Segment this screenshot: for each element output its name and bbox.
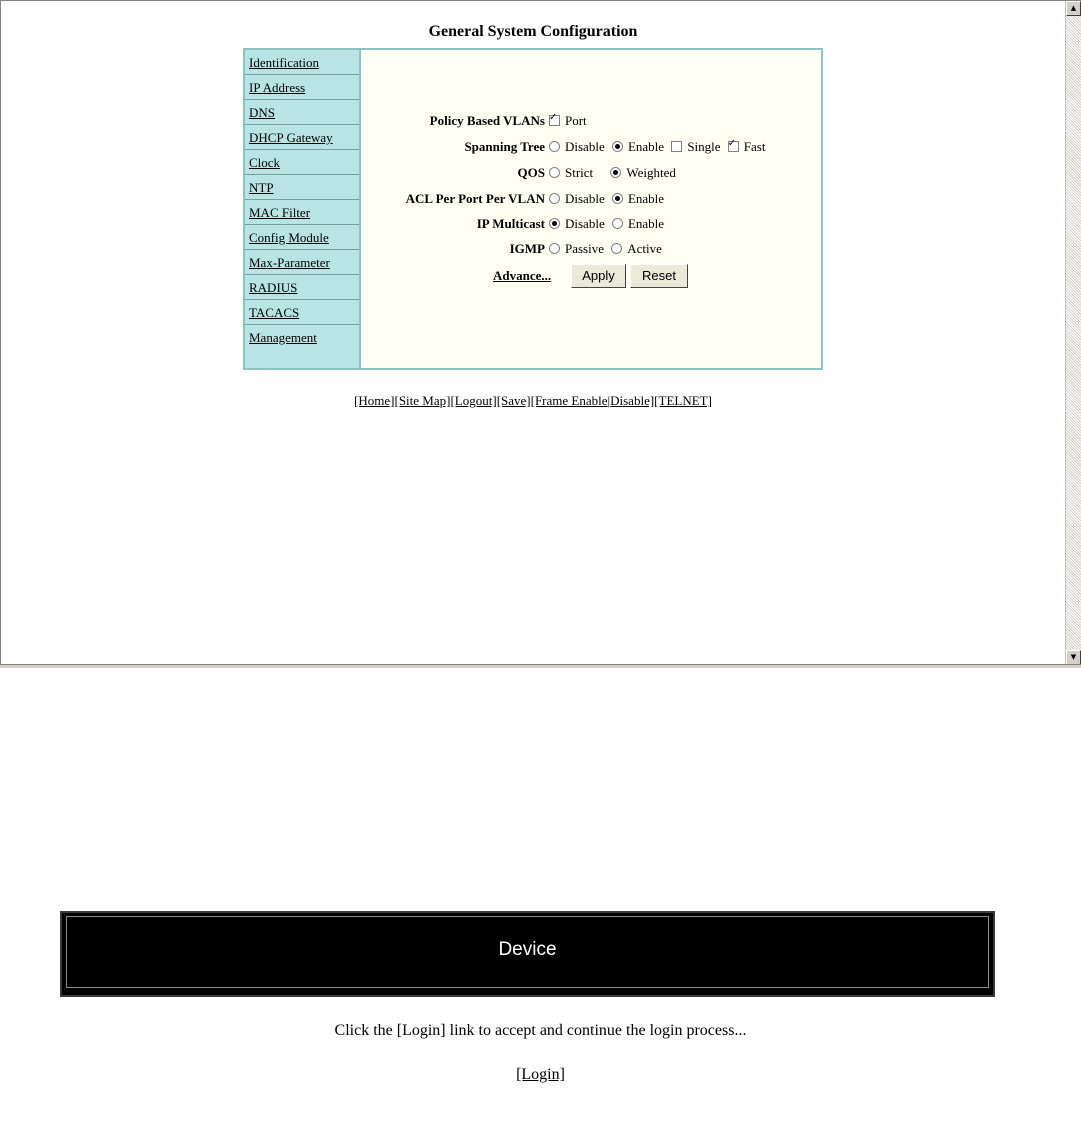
igmp-passive-radio[interactable]	[549, 243, 560, 254]
reset-button[interactable]: Reset	[630, 264, 688, 288]
acl-disable-radio[interactable]	[549, 193, 560, 204]
footer-nav	[1, 393, 1065, 409]
qos-strict-label: Strict	[565, 165, 594, 180]
qos-weighted-radio[interactable]	[610, 167, 621, 178]
spanning-tree-fast-label: Fast	[743, 139, 766, 154]
menu-item-max-parameter[interactable]: Max-Parameter	[245, 250, 359, 275]
menu-item-radius[interactable]: RADIUS	[245, 275, 359, 300]
apply-button[interactable]: Apply	[571, 264, 626, 288]
spanning-tree-single-label: Single	[687, 139, 721, 154]
frame-enable-link[interactable]: [Frame Enable	[530, 393, 608, 408]
spanning-tree-disable-radio[interactable]	[549, 141, 560, 152]
ip-multicast-enable-radio[interactable]	[612, 218, 623, 229]
menu-item-ntp[interactable]: NTP	[245, 175, 359, 200]
qos-row	[361, 162, 821, 184]
policy-vlans-label: Policy Based VLANs	[429, 113, 545, 128]
acl-row	[361, 188, 821, 210]
login-message: Click the [Login] link to accept and continue the login process...	[334, 1022, 747, 1039]
save-link[interactable]: [Save]	[496, 393, 531, 408]
device-banner	[60, 911, 995, 997]
config-form	[361, 50, 821, 368]
menu-item-identification[interactable]: Identification	[245, 50, 359, 75]
telnet-link[interactable]: [TELNET]	[654, 393, 712, 408]
spanning-tree-label: Spanning Tree	[464, 139, 545, 154]
config-box	[243, 48, 823, 370]
policy-vlans-port-checkbox[interactable]	[549, 115, 560, 126]
menu-item-mac-filter[interactable]: MAC Filter	[245, 200, 359, 225]
spanning-tree-row	[361, 136, 821, 158]
frame-bottom-border	[0, 664, 1081, 668]
spanning-tree-enable-label: Enable	[627, 139, 665, 154]
acl-enable-radio[interactable]	[612, 193, 623, 204]
qos-label: QOS	[517, 165, 545, 180]
igmp-label: IGMP	[509, 241, 545, 256]
igmp-row	[361, 238, 821, 260]
igmp-passive-label: Passive	[565, 241, 604, 256]
menu-item-tacacs[interactable]: TACACS	[245, 300, 359, 325]
ip-multicast-row	[361, 213, 821, 235]
logout-link[interactable]: [Logout]	[450, 393, 497, 408]
menu-item-config-module[interactable]: Config Module	[245, 225, 359, 250]
menu-item-management[interactable]: Management	[249, 330, 317, 345]
spanning-tree-disable-label: Disable	[565, 139, 605, 154]
scroll-down-icon[interactable]: ▼	[1066, 650, 1081, 665]
menu-item-clock[interactable]: Clock	[245, 150, 359, 175]
home-link[interactable]: [Home]	[354, 393, 395, 408]
acl-enable-label: Enable	[627, 191, 665, 206]
config-menu	[245, 50, 359, 368]
page-title: General System Configuration	[428, 23, 638, 40]
scroll-up-icon[interactable]: ▲	[1066, 1, 1081, 16]
menu-item-ip-address[interactable]: IP Address	[245, 75, 359, 100]
ip-multicast-disable-label: Disable	[565, 216, 605, 231]
banner-inner-border	[66, 916, 989, 988]
spanning-tree-fast-checkbox[interactable]	[728, 141, 739, 152]
policy-vlans-port-label: Port	[565, 113, 587, 128]
advance-link[interactable]: Advance...	[493, 268, 552, 283]
login-link[interactable]: [Login]	[516, 1066, 565, 1083]
policy-vlans-row	[361, 110, 821, 132]
frame-disable-link[interactable]: Disable]	[610, 393, 655, 408]
menu-item-dns[interactable]: DNS	[245, 100, 359, 125]
spanning-tree-enable-radio[interactable]	[612, 141, 623, 152]
qos-weighted-label: Weighted	[626, 165, 676, 180]
vertical-scrollbar[interactable]	[1065, 1, 1081, 665]
ip-multicast-disable-radio[interactable]	[549, 218, 560, 229]
igmp-active-label: Active	[627, 241, 662, 256]
acl-disable-label: Disable	[565, 191, 605, 206]
acl-label: ACL Per Port Per VLAN	[405, 191, 545, 206]
igmp-active-radio[interactable]	[611, 243, 622, 254]
frame-separator: |	[607, 393, 611, 408]
site-map-link[interactable]: [Site Map]	[394, 393, 451, 408]
spanning-tree-single-checkbox[interactable]	[671, 141, 682, 152]
menu-item-dhcp-gateway[interactable]: DHCP Gateway	[245, 125, 359, 150]
ip-multicast-label: IP Multicast	[476, 216, 545, 231]
ip-multicast-enable-label: Enable	[627, 216, 665, 231]
device-title: Device	[498, 939, 557, 960]
qos-strict-radio[interactable]	[549, 167, 560, 178]
